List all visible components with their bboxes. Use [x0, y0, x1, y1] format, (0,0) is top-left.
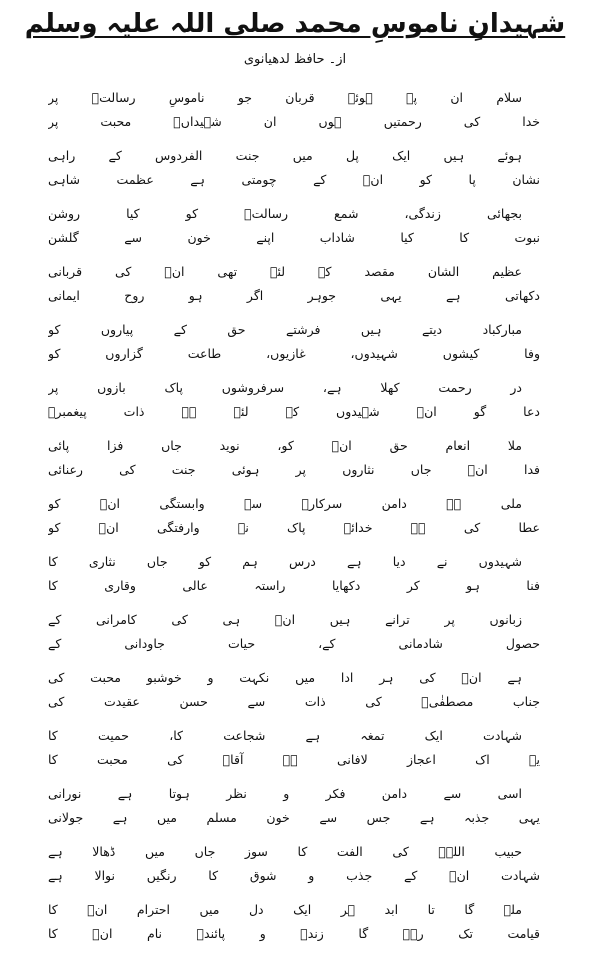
stanza	[48, 144, 540, 192]
stanza	[48, 898, 540, 946]
verse-line: فدا انؒ جاں نثاروں پر ہوئی جنت کی رعنائی	[48, 462, 540, 477]
verse-line: وفا کیشوں شہیدوں، غازیوں، طاعت گزاروں کو	[48, 346, 540, 361]
stanza	[48, 666, 540, 714]
verse-line: شہادت انؒ کے جذب و شوق کا رنگیں نوالا ہے	[48, 868, 540, 883]
verse-line: شہادت ایک تمغہ ہے شجاعت کا، حمیت کا	[48, 728, 522, 743]
poem-author: از۔ حافظ لدھیانوی	[243, 52, 347, 67]
stanza	[48, 376, 540, 424]
verse-line: قیامت تک رہے گا زندہ و پائندہ نام انؒ کا	[48, 926, 540, 941]
verse-line: ہوئے ہیں ایک پل میں جنت الفردوس کے راہی	[48, 148, 522, 163]
stanza	[48, 608, 540, 656]
stanza	[48, 318, 540, 366]
verse-line: حصول شادمانی کے، حیات جاودانی کے	[48, 636, 540, 651]
verse-line: زبانوں پر ترانے ہیں انؒ ہی کی کامرانی کے	[48, 612, 522, 627]
verse-line: یہی جذبہ ہے جس سے خون مسلم میں ہے جولانی	[48, 810, 540, 825]
verse-line: اسی سے دامن فکر و نظر ہوتا ہے نورانی	[48, 786, 522, 801]
stanza	[48, 260, 540, 308]
verse-line: مبارکباد دیتے ہیں فرشتے حق کے پیاروں کو	[48, 322, 522, 337]
poem-title: شہیدانِ ناموسِ محمد صلی اللہ علیہ وسلم	[24, 9, 566, 39]
verse-line: نبوت کا کیا شاداب اپنے خون سے گلشن	[48, 230, 540, 245]
poem-body	[48, 86, 540, 956]
stanza	[48, 840, 540, 888]
stanza	[48, 492, 540, 540]
stanza	[48, 724, 540, 772]
verse-line: نشان پا کو انؒ کے چومتی ہے عظمت شاہی	[48, 172, 540, 187]
verse-line: دعا گو انؒ شہیدوں کے لئے ہے ذات پیغمبرؐ	[48, 404, 540, 419]
verse-line: ملے گا تا ابد ہر ایک دل میں احترام انؒ کا	[48, 902, 522, 917]
verse-line: دکھاتی ہے یہی جوہر اگر ہو روح ایمانی	[48, 288, 540, 303]
verse-line: سلام ان پہ ہوئے قربان جو ناموسِ رسالتؐ پر	[48, 90, 522, 105]
verse-line: شہیدوں نے دیا ہے درس ہم کو جاں نثاری کا	[48, 554, 522, 569]
verse-line: ملا انعام حق انؒ کو، نوید جاں فزا پائی	[48, 438, 522, 453]
verse-line: ملی ہے دامن سرکارؐ سے وابستگی انؒ کو	[48, 496, 522, 511]
stanza	[48, 550, 540, 598]
verse-line: عطا کی ہے خدائے پاک نے وارفتگی انؒ کو	[48, 520, 540, 535]
verse-line: در رحمت کھلا ہے، سرفروشوں پاک بازوں پر	[48, 380, 522, 395]
stanza	[48, 202, 540, 250]
verse-line: بجھائی زندگی، شمع رسالتؐ کو کیا روشن	[48, 206, 522, 221]
verse-line: حبیب اللہؐ کی الفت کا سوز جاں میں ڈھالا ہے	[48, 844, 522, 859]
verse-line: عظیم الشان مقصد کے لئے تھی انؒ کی قربانی	[48, 264, 522, 279]
verse-line: جناب مصطفٰیؐ کی ذات سے حسن عقیدت کی	[48, 694, 540, 709]
stanza	[48, 782, 540, 830]
verse-line: ہے انؒ کی ہر ادا میں نکہت و خوشبو محبت کی	[48, 670, 522, 685]
verse-line: خدا کی رحمتیں ہوں ان شہیداںؒ محبت پر	[48, 114, 540, 129]
verse-line: یہ اک اعجاز لافانی ہے آقاؐ کی محبت کا	[48, 752, 540, 767]
stanza	[48, 86, 540, 134]
verse-line: فنا ہو کر دکھایا راستہ عالی وقاری کا	[48, 578, 540, 593]
stanza	[48, 434, 540, 482]
